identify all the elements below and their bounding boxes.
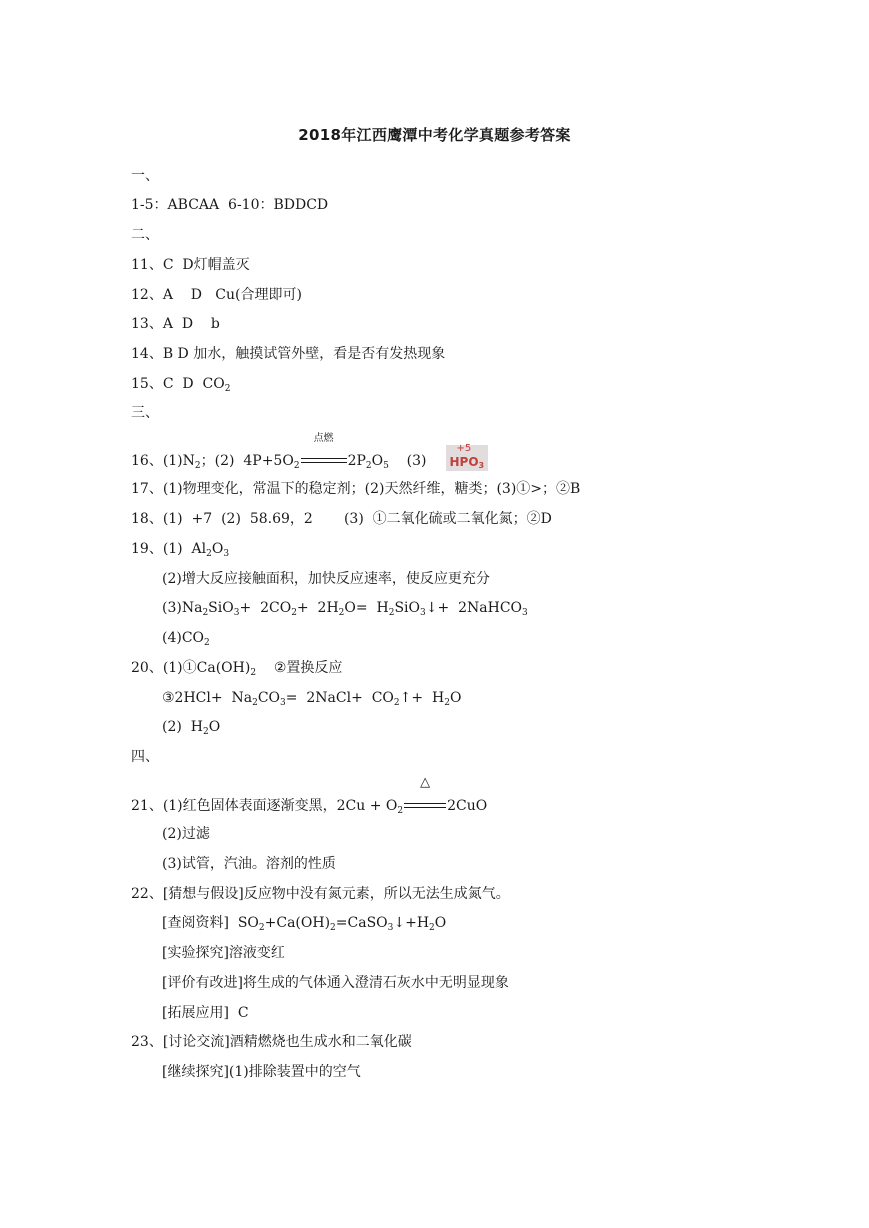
answer-22-experiment: [实验探究]溶液变红 [162, 945, 285, 961]
heat-condition: △ [404, 790, 446, 810]
answer-11: 11、C D灯帽盖灭 [131, 257, 250, 273]
answer-20-1-3: ③2HCl+ $Na_2CO_3=$ 2NaCl+ $CO_2↑+ H_2O$ [162, 690, 462, 708]
section-one: 一、 [131, 168, 159, 184]
answer-22-reference: [查阅资料] $SO_2+Ca(OH)_2=CaSO_3↓+H_2O$ [162, 915, 447, 933]
answer-21-3: (3)试管，汽油。溶剂的性质 [162, 856, 336, 872]
answer-23-discussion: 23、[讨论交流]酒精燃烧也生成水和二氧化碳 [131, 1034, 412, 1050]
section-three: 三、 [131, 405, 159, 421]
answer-15: 15、C D $CO_2$ [131, 376, 231, 394]
answer-22-evaluation: [评价有改进]将生成的气体通入澄清石灰水中无明显现象 [162, 975, 509, 991]
answer-13: 13、A D b [131, 316, 220, 332]
answer-19-1: 19、(1) $Al_2O_3$ [131, 541, 230, 559]
answer-12: 12、A D Cu(合理即可) [131, 287, 302, 303]
answer-19-3: $(3)Na_2SiO_3+ 2CO_2+ 2H_2O=$ $H_2SiO_3↓+$ 2NaHCO$_3$ [162, 600, 528, 618]
ignite-condition: 点燃 [301, 445, 347, 465]
answer-22-hypothesis: 22、[猜想与假设]反应物中没有氮元素，所以无法生成氮气。 [131, 886, 510, 902]
answer-14: 14、B D 加水，触摸试管外壁，看是否有发热现象 [131, 346, 446, 362]
answer-16: 16、$(1)N_2$；(2) $4P+5O_2$ 点燃 $2P_2O_5$ (3) +5 $HPO_3$ [131, 445, 488, 471]
answer-17: 17、(1)物理变化，常温下的稳定剂；(2)天然纤维，糖类；(3)①>；②B [131, 481, 581, 497]
answer-19-4: $(4)CO_2$ [162, 630, 210, 648]
answer-22-application: [拓展应用] C [162, 1005, 249, 1021]
section-four: 四、 [131, 749, 159, 765]
answer-18: 18、(1) +7 (2) 58.69，2 (3) ①二氧化硫或二氧化氮；②D [131, 511, 552, 527]
page-title: 2018年江西鹰潭中考化学真题参考答案 [298, 126, 571, 144]
answer-1-10: 1-5：ABCAA 6-10：BDDCD [131, 197, 329, 213]
valence-image: +5 $HPO_3$ [446, 445, 488, 471]
answer-19-2: (2)增大反应接触面积，加快反应速率，使反应更充分 [162, 571, 490, 587]
answer-21-1: 21、(1)红色固体表面逐渐变黑，$2Cu + O_2$ △ 2CuO [131, 775, 488, 816]
answer-20-1: 20、$(1)①Ca(OH)_2$ ②置换反应 [131, 660, 343, 678]
answer-20-2: (2) $H_2O$ [162, 719, 221, 737]
section-two: 二、 [131, 227, 159, 243]
answer-21-2: (2)过滤 [162, 826, 210, 842]
answer-23-continue: [继续探究](1)排除装置中的空气 [162, 1064, 361, 1080]
